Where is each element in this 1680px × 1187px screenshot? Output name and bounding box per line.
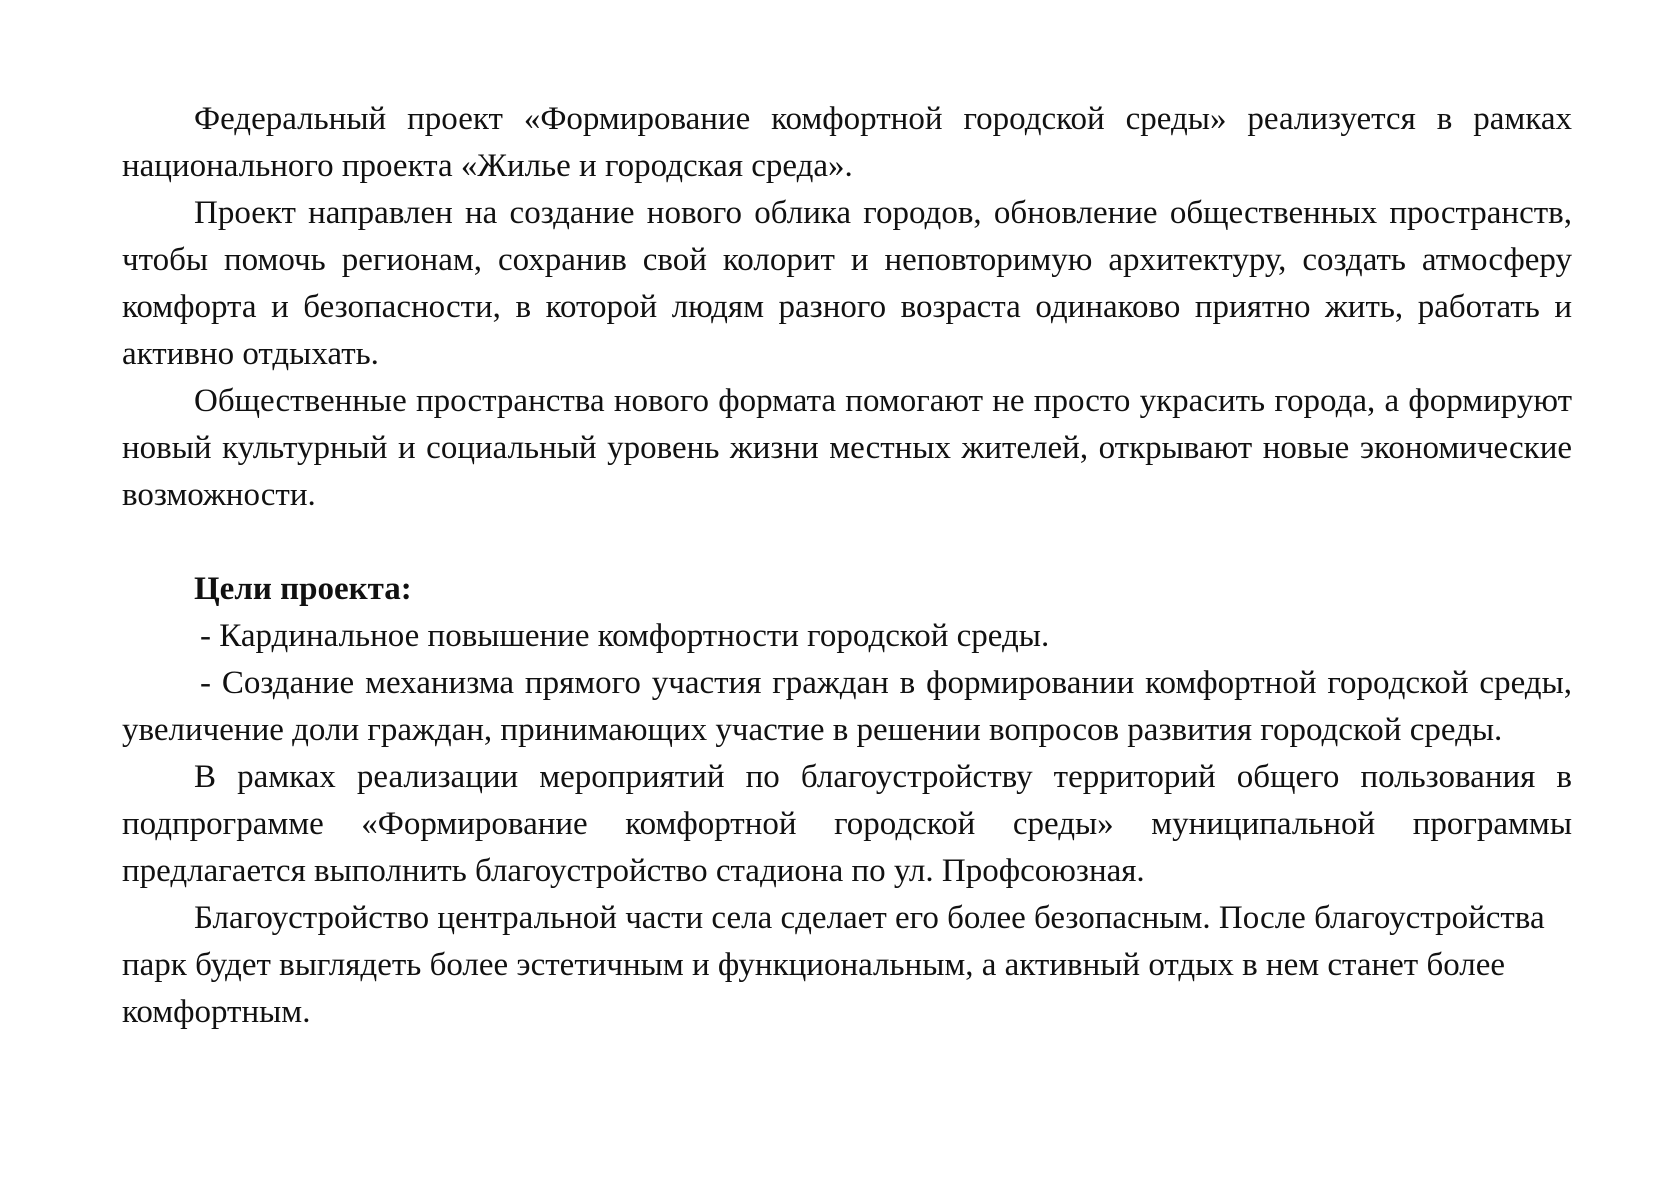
goal-item: - Кардинальное повышение комфортности городской среды. xyxy=(200,618,1050,654)
document-body xyxy=(122,96,1572,1036)
paragraph-landscaping-plan: В рамках реализации мероприятий по благоустройству территорий общего пользования в подпрограмме «Формирование комфортной городской среды» муниципальной программы предлагается выполнить благоустройство стадиона по ул. Профсоюзная. xyxy=(122,759,1572,889)
goal-item: - Создание механизма прямого участия граждан в формировании комфортной городской среды, увеличение доли граждан, принимающих участие в решении вопросов развития городской среды. xyxy=(122,665,1572,748)
blank-line xyxy=(122,519,1572,566)
goals-heading: Цели проекта: xyxy=(194,571,412,607)
paragraph-landscaping-result: Благоустройство центральной части села сделает его более безопасным. После благоустройства парк будет выглядеть более эстетичным и функциональным, а активный отдых в нем станет более комфортным. xyxy=(122,900,1545,1030)
paragraph-project-direction: Проект направлен на создание нового облика городов, обновление общественных пространств, чтобы помочь регионам, сохранив свой колорит и неповторимую архитектуру, создать атмосферу комфорта и безопасности, в которой людям разного возраста одинаково приятно жить, работать и активно отдыхать. xyxy=(122,195,1572,372)
paragraph-public-spaces: Общественные пространства нового формата помогают не просто украсить города, а формируют новый культурный и социальный уровень жизни местных жителей, открывают новые экономические возможности. xyxy=(122,383,1572,513)
paragraph-federal-project: Федеральный проект «Формирование комфортной городской среды» реализуется в рамках национального проекта «Жилье и городская среда». xyxy=(122,101,1572,184)
